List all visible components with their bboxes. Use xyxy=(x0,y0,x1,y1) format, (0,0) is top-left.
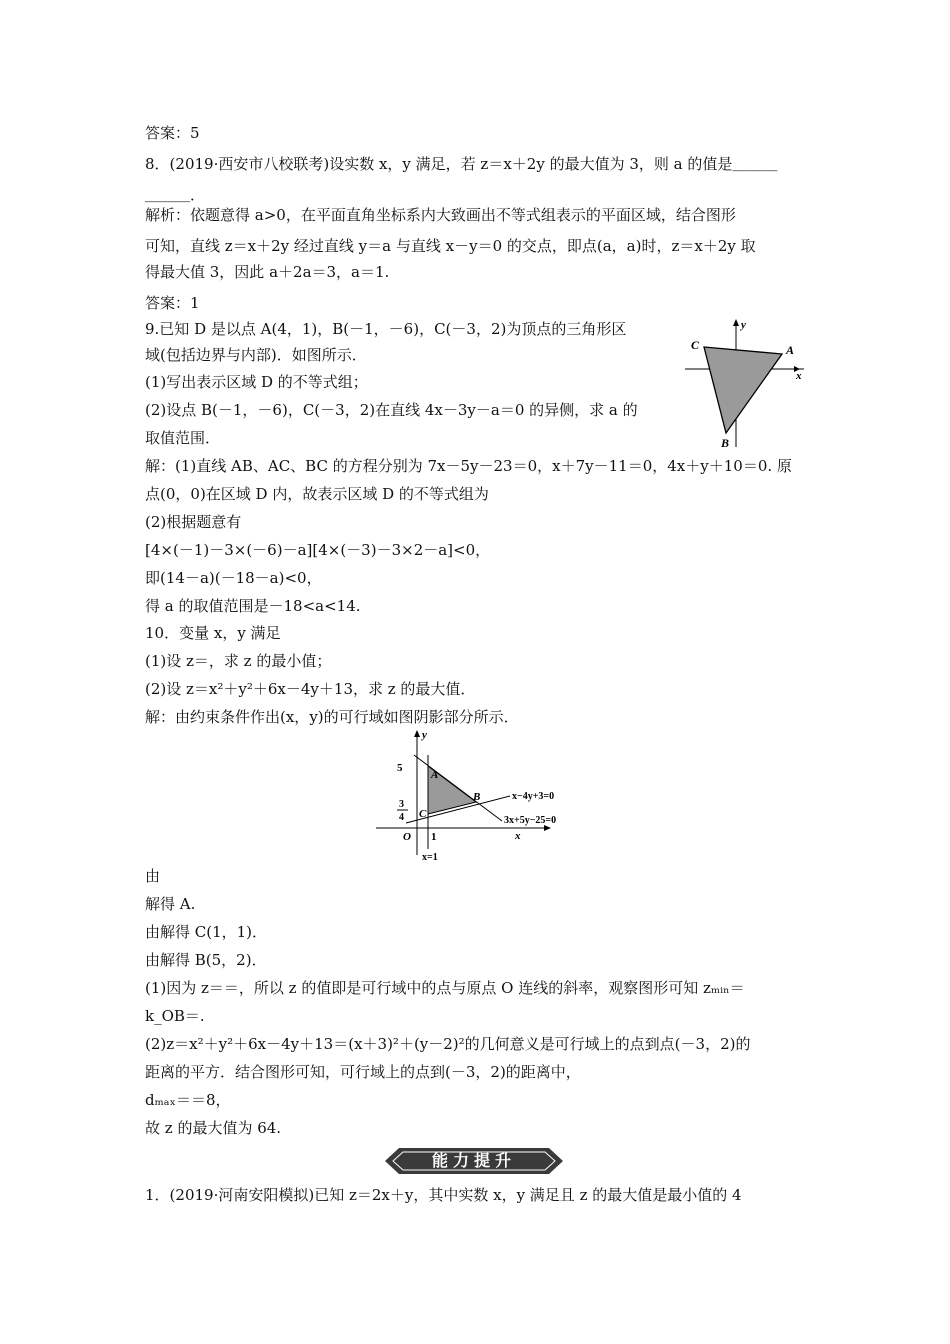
solution-10-line8: (2)z＝x²＋y²＋6x－4y＋13＝(x＋3)²＋(y－2)²的几何意义是可行域上的点到点(－3，2)的 xyxy=(145,1035,751,1053)
analysis-8-line2: 可知，直线 z＝x＋2y 经过直线 y＝a 与直线 x－y＝0 的交点，即点(a，a)时，z＝x＋2y 取 xyxy=(145,237,756,255)
question-10-part1: (1)设 z＝，求 z 的最小值； xyxy=(145,652,332,670)
question-9-part2-cont: 取值范围． xyxy=(145,429,221,447)
question-9-part1: (1)写出表示区域 D 的不等式组； xyxy=(145,373,368,391)
analysis-8-line3: 得最大值 3，因此 a＋2a＝3，a＝1. xyxy=(145,263,390,281)
answer-8: 答案：1 xyxy=(145,294,200,312)
vertex-C-label: C xyxy=(691,338,700,352)
vertex-A-label: A xyxy=(786,343,795,357)
point-B-label: B xyxy=(473,791,481,803)
feasible-region-figure xyxy=(370,727,595,863)
x-tick-1: 1 xyxy=(431,831,437,843)
ability-question-1: 1．(2019·河南安阳模拟)已知 z＝2x＋y，其中实数 x，y 满足且 z 的最大值是最小值的 4 xyxy=(145,1186,742,1204)
fraction-denominator: 4 xyxy=(399,812,404,823)
line-label-x-4y-3: x−4y+3=0 xyxy=(512,791,555,802)
solution-10-line10: dₘₐₓ＝＝8， xyxy=(145,1091,231,1109)
answer-7: 答案：5 xyxy=(145,124,200,142)
y-axis-arrow xyxy=(414,730,420,737)
solution-10-line5: 由解得 B(5，2)． xyxy=(145,951,267,969)
question-10: 10．变量 x，y 满足 xyxy=(145,624,281,642)
solution-9-line6: 得 a 的取值范围是－18<a<14. xyxy=(145,597,361,615)
solution-9-line2: 点(0，0)在区域 D 内，故表示区域 D 的不等式组为 xyxy=(145,485,489,503)
question-8: 8．(2019·西安市八校联考)设实数 x，y 满足，若 z＝x＋2y 的最大值为 3，则 a 的值是＿＿＿ xyxy=(145,155,778,173)
line-label-3x-5y-25: 3x+5y−25=0 xyxy=(504,815,557,826)
question-9-part2: (2)设点 B(－1，－6)，C(－3，2)在直线 4x－3y－a＝0 的异侧，求 a 的 xyxy=(145,401,638,419)
solution-9-line3: (2)根据题意有 xyxy=(145,513,242,531)
x-axis-label: x xyxy=(796,370,802,382)
analysis-8-line1: 解析：依题意得 a>0，在平面直角坐标系内大致画出不等式组表示的平面区域，结合图形 xyxy=(145,206,736,224)
solution-10-line6: (1)因为 z＝＝，所以 z 的值即是可行域中的点与原点 O 连线的斜率，观察图形可知 zₘᵢₙ＝ xyxy=(145,979,745,997)
question-9-line1: 9.已知 D 是以点 A(4，1)，B(－1，－6)，C(－3，2)为顶点的三角形区 xyxy=(145,320,627,338)
question-8-blank: ＿＿＿． xyxy=(145,186,206,204)
solution-9-line4: [4×(－1)－3×(－6)－a][4×(－3)－3×2－a]<0， xyxy=(145,541,491,559)
y-axis-arrow xyxy=(733,319,739,326)
solution-9-line1: 解：(1)直线 AB、AC、BC 的方程分别为 7x－5y－23＝0，x＋7y－11＝0，4x＋y＋10＝0. 原 xyxy=(145,457,792,475)
question-9-line2: 域(包括边界与内部)．如图所示． xyxy=(145,346,367,364)
solution-10-line11: 故 z 的最大值为 64. xyxy=(145,1119,282,1137)
solution-10-line1: 解：由约束条件作出(x，y)的可行域如图阴影部分所示． xyxy=(145,708,519,726)
solution-10-line2: 由 xyxy=(145,867,161,885)
fraction-numerator: 3 xyxy=(399,799,404,810)
question-10-part2: (2)设 z＝x²＋y²＋6x－4y＋13，求 z 的最大值． xyxy=(145,680,476,698)
shaded-triangle xyxy=(704,347,782,433)
triangle-region-figure xyxy=(685,316,810,452)
solution-10-line9: 距离的平方．结合图形可知，可行域上的点到(－3，2)的距离中， xyxy=(145,1063,581,1081)
line-label-x-equals-1: x=1 xyxy=(422,852,438,863)
banner-title: 能力提升 xyxy=(431,1151,516,1170)
solution-9-line5: 即(14－a)(－18－a)<0， xyxy=(145,569,322,587)
y-tick-5: 5 xyxy=(397,762,403,774)
solution-10-line7: k_OB＝. xyxy=(145,1007,205,1025)
point-C-label: C xyxy=(419,808,427,820)
vertex-B-label: B xyxy=(721,436,730,450)
point-A-label: A xyxy=(431,769,439,781)
solution-10-line4: 由解得 C(1，1)． xyxy=(145,923,268,941)
solution-10-line3: 解得 A. xyxy=(145,895,196,913)
section-banner xyxy=(385,1146,563,1176)
x-axis-label: x xyxy=(515,830,521,842)
y-axis-label: y xyxy=(422,729,427,741)
origin-label: O xyxy=(403,831,411,843)
y-axis-label: y xyxy=(741,319,746,331)
